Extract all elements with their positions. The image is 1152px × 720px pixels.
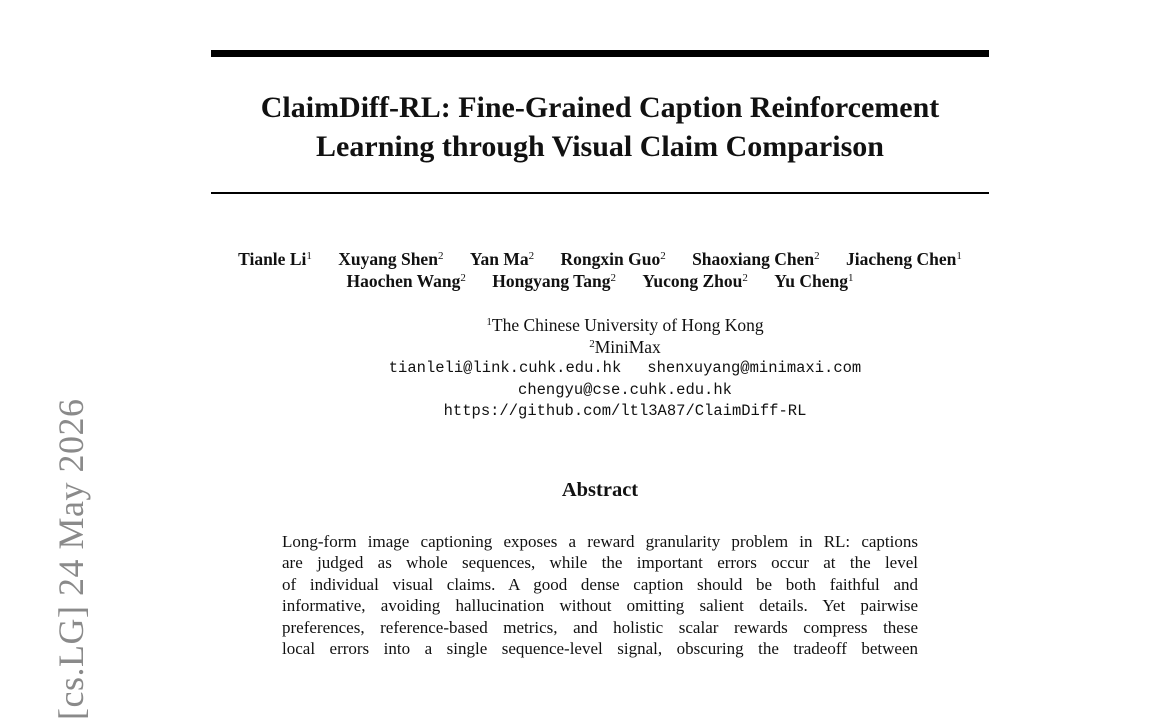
affiliation-mark: 1 [486, 316, 492, 328]
abstract-body [282, 531, 918, 659]
email-link[interactable]: chengyu@cse.cuhk.edu.hk [518, 380, 732, 399]
author-line-1 [170, 248, 1030, 270]
author-name: Shaoxiang Chen [692, 249, 815, 269]
title-line-2: Learning through Visual Claim Comparison [316, 130, 884, 163]
repository-line [211, 401, 1039, 423]
affiliation-mark: 2 [589, 337, 595, 350]
author-list [170, 248, 1030, 292]
abstract-line: local errors into a single sequence-level signal, obscuring the tradeoff between [282, 639, 918, 659]
arxiv-identifier-stamp: [cs.LG] 24 May 2026 [51, 398, 91, 720]
affiliation-name: MiniMax [594, 336, 661, 357]
email-link[interactable]: tianleli@link.cuhk.edu.hk [388, 359, 622, 377]
author-name: Rongxin Guo [560, 249, 661, 269]
author [561, 248, 666, 270]
abstract-line: informative, avoiding hallucination without omitting salient details. Yet pairwise [282, 596, 918, 616]
author-name: Yan Ma [469, 249, 529, 269]
author-affiliation-mark: 1 [848, 272, 854, 284]
author-affiliation-mark: 1 [956, 250, 962, 262]
email-line-2 [211, 380, 1039, 402]
author-affiliation-mark: 2 [660, 250, 666, 262]
author-affiliation-mark: 2 [528, 250, 535, 262]
paper-title [211, 88, 989, 166]
title-top-rule [211, 50, 989, 57]
author-affiliation-mark: 1 [306, 250, 312, 262]
affiliation-1 [211, 315, 1039, 337]
author-name: Xuyang Shen [338, 249, 438, 269]
author-affiliation-mark: 2 [610, 272, 616, 284]
author-name: Jiacheng Chen [846, 249, 957, 269]
author [470, 248, 534, 270]
author [692, 248, 820, 270]
author-affiliation-mark: 2 [742, 272, 748, 284]
author [774, 270, 853, 292]
author-line-2 [170, 270, 1030, 292]
author [338, 248, 443, 270]
abstract-line: Long-form image captioning exposes a reward granularity problem in RL: captions [282, 532, 918, 551]
author-name: Hongyang Tang [492, 271, 611, 291]
title-bottom-rule [211, 192, 989, 194]
abstract-line: are judged as whole sequences, while the important errors occur at the level [282, 553, 918, 573]
author [846, 248, 962, 270]
author-affiliation-mark: 2 [814, 250, 820, 262]
author [238, 248, 312, 270]
author-affiliation-mark: 2 [460, 272, 466, 284]
author [346, 270, 465, 292]
author-name: Yucong Zhou [642, 271, 743, 291]
author-name: Haochen Wang [346, 271, 461, 291]
affiliation-2 [211, 337, 1039, 359]
title-line-1: ClaimDiff-RL: Fine-Grained Caption Reinforcement [260, 91, 940, 124]
author [492, 270, 616, 292]
abstract-line: preferences, reference-based metrics, and holistic scalar rewards compress these [282, 617, 918, 637]
email-line-1 [211, 358, 1039, 380]
affiliations-block [211, 315, 1039, 423]
abstract-line: of individual visual claims. A good dense caption should be both faithful and [282, 574, 918, 594]
affiliation-name: The Chinese University of Hong Kong [491, 315, 764, 335]
author [642, 270, 748, 292]
author-name: Tianle Li [238, 249, 307, 269]
repository-link[interactable]: https://github.com/ltl3A87/ClaimDiff-RL [443, 402, 807, 420]
abstract-heading: Abstract [561, 479, 639, 501]
author-name: Yu Cheng [774, 271, 849, 291]
author-affiliation-mark: 2 [437, 250, 444, 262]
email-link[interactable]: shenxuyang@minimaxi.com [647, 359, 862, 377]
